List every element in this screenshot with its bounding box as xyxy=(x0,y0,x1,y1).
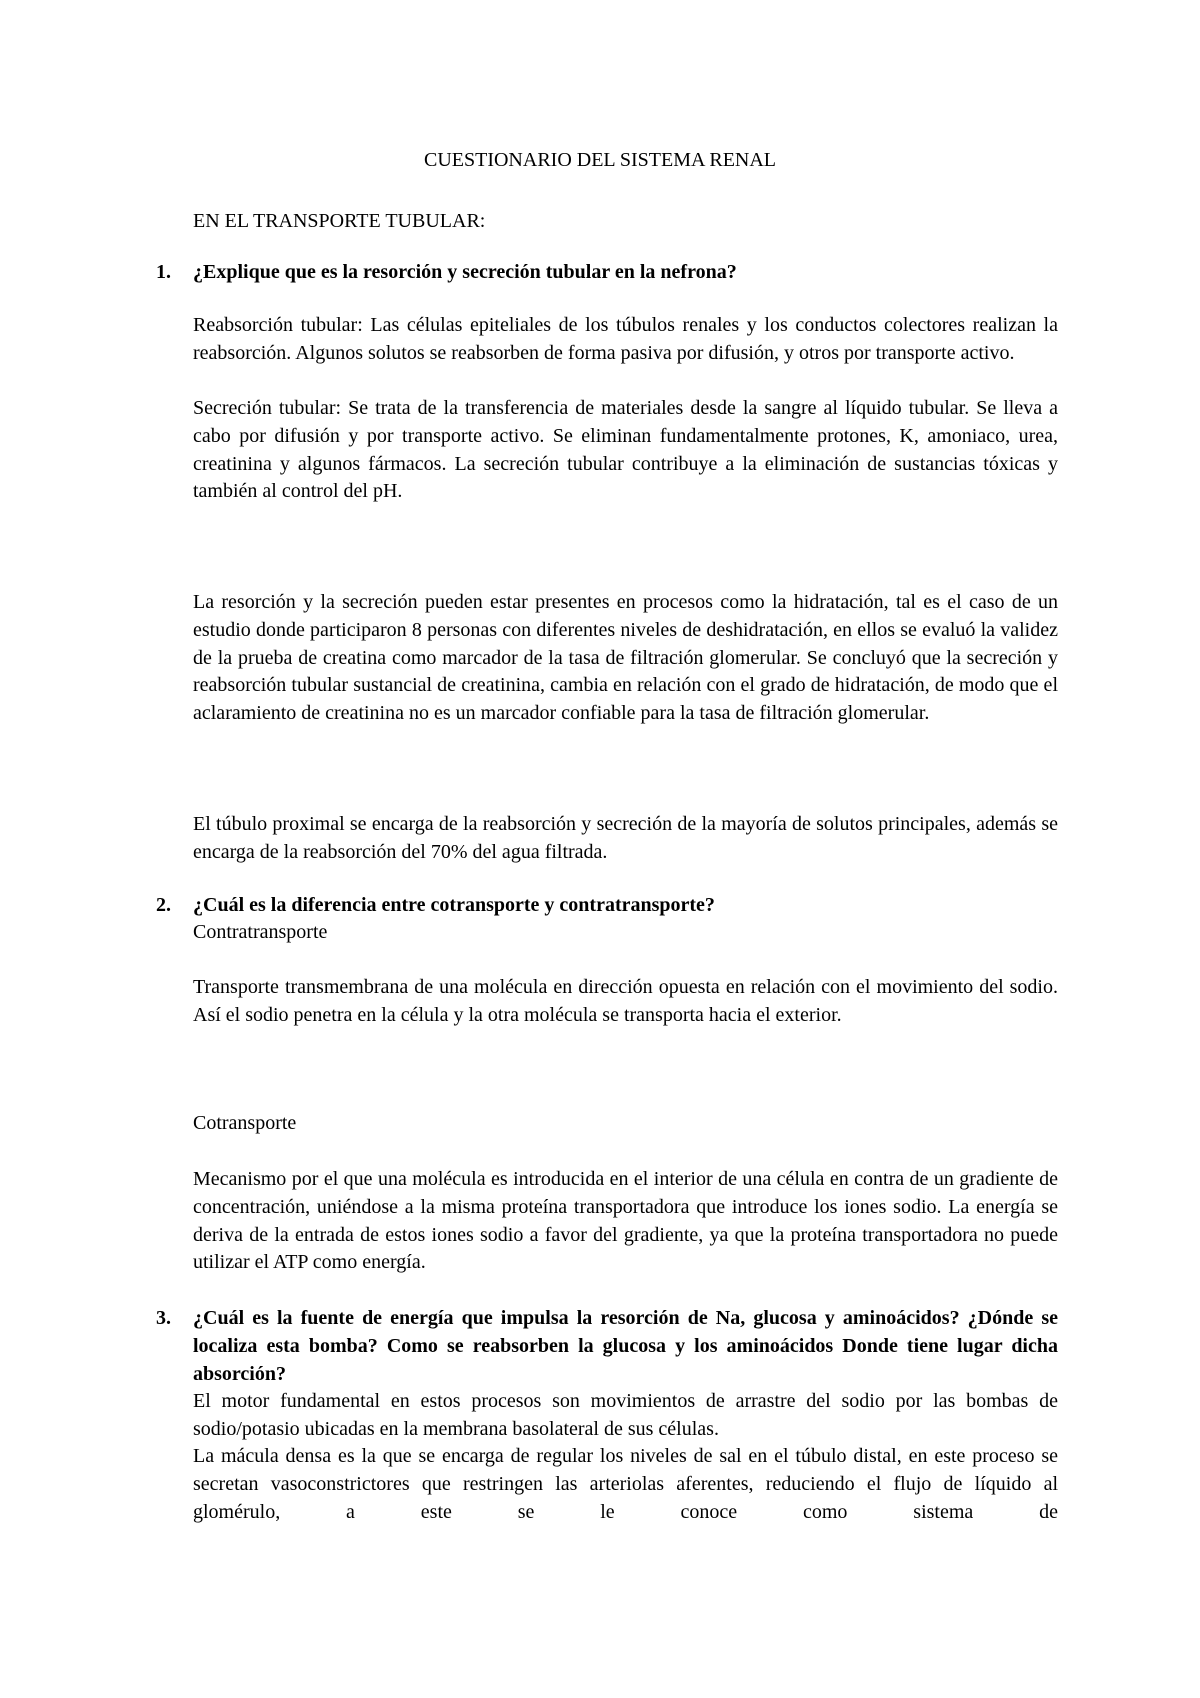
question-number: 3. xyxy=(156,1307,171,1329)
answer-paragraph: Transporte transmembrana de una molécula en dirección opuesta en relación con el movimiento del sodio. Así el sodio penetra en la célula y la otra molécula se transporta hacia el exterior. xyxy=(193,976,1058,1026)
answer-paragraph: La mácula densa es la que se encarga de regular los niveles de sal en el túbulo distal, en este proceso se secretan vasoconstrictores que restringen las arteriolas aferentes, reduciendo el flujo de líquido al glomérulo, a este se le conoce como sistema de xyxy=(193,1445,1058,1523)
answer-paragraph: El túbulo proximal se encarga de la reabsorción y secreción de la mayoría de solutos principales, además se encarga de la reabsorción del 70% del agua filtrada. xyxy=(193,813,1058,863)
answer-subheading: Contratransporte xyxy=(193,921,328,943)
answer-paragraph: Mecanismo por el que una molécula es introducida en el interior de una célula en contra de un gradiente de concentración, uniéndose a la misma proteína transportadora que introduce los iones sodio. La energía se deriva de la entrada de estos iones sodio a favor del gradiente, ya que la proteína transportadora no puede utilizar el ATP como energía. xyxy=(193,1168,1058,1274)
document-title: CUESTIONARIO DEL SISTEMA RENAL xyxy=(423,149,777,171)
question-2 xyxy=(156,891,1058,919)
answer-paragraph: El motor fundamental en estos procesos son movimientos de arrastre del sodio por las bombas de sodio/potasio ubicadas en la membrana basolateral de sus células. xyxy=(193,1390,1058,1440)
answer-paragraph: La resorción y la secreción pueden estar presentes en procesos como la hidratación, tal es el caso de un estudio donde participaron 8 personas con diferentes niveles de deshidratación, en ellos se evaluó la validez de la prueba de creatina como marcador de la tasa de filtración glomerular. Se concluyó que la secreción y reabsorción tubular sustancial de creatinina, cambia en relación con el grado de hidratación, de modo que el aclaramiento de creatinina no es un marcador confiable para la tasa de filtración glomerular. xyxy=(193,591,1058,725)
question-text: ¿Cuál es la fuente de energía que impulsa la resorción de Na, glucosa y aminoácidos? ¿Dónde se localiza esta bomba? Como se reabsorben la glucosa y los aminoácidos Donde tiene lugar dicha absorción? xyxy=(193,1307,1058,1385)
answer-subheading: Cotransporte xyxy=(193,1112,297,1134)
question-1 xyxy=(156,258,1058,286)
question-number: 2. xyxy=(156,894,171,916)
question-text: ¿Explique que es la resorción y secreción tubular en la nefrona? xyxy=(193,261,737,283)
answer-paragraph: Reabsorción tubular: Las células epiteliales de los túbulos renales y los conductos colectores realizan la reabsorción. Algunos solutos se reabsorben de forma pasiva por difusión, y otros por transporte activo. xyxy=(193,314,1058,364)
section-heading: EN EL TRANSPORTE TUBULAR: xyxy=(193,210,486,232)
question-3 xyxy=(156,1304,1058,1388)
question-number: 1. xyxy=(156,261,171,283)
question-text: ¿Cuál es la diferencia entre cotransporte y contratransporte? xyxy=(193,894,715,916)
answer-paragraph: Secreción tubular: Se trata de la transferencia de materiales desde la sangre al líquido tubular. Se lleva a cabo por difusión y por transporte activo. Se eliminan fundamentalmente protones, K, amoniaco, urea, creatinina y algunos fármacos. La secreción tubular contribuye a la eliminación de sustancias tóxicas y también al control del pH. xyxy=(193,397,1058,503)
